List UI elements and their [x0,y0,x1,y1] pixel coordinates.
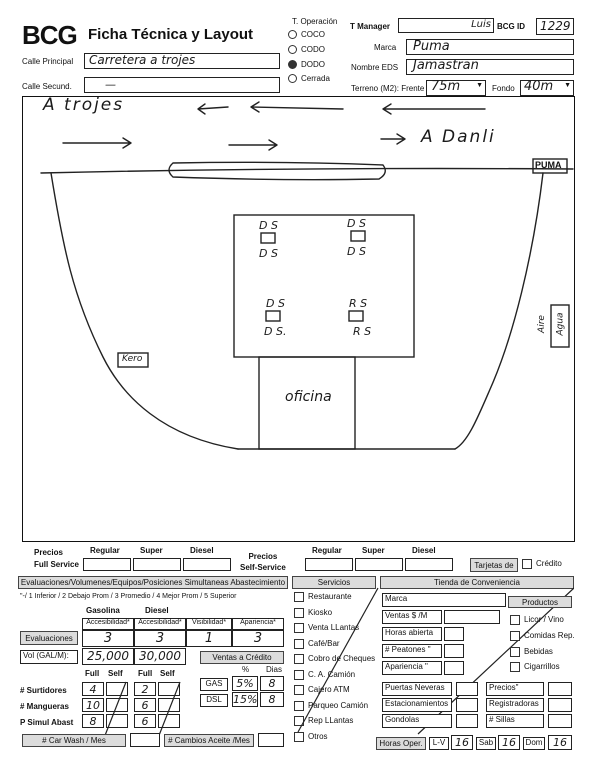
col-diesel-full: Diesel [190,546,214,555]
op-radio-cerrada[interactable] [288,74,330,83]
sillas-field[interactable] [548,714,572,728]
layout-sketch [23,97,576,543]
car-wash-label: # Car Wash / Mes [22,734,126,747]
registradoras-label: Registradoras [486,698,544,712]
full-service-label: Full Service [34,560,79,569]
col-regular-full: Regular [90,546,120,555]
cambios-aceite-label: # Cambios Aceite /Mes [164,734,254,747]
radio-icon [288,30,297,39]
page-title: Ficha Técnica y Layout [88,26,254,43]
precio-regular-self-field[interactable] [305,558,353,571]
servicio-label: Venta LLantas [308,623,360,633]
servicio-label: Café/Bar [308,638,340,648]
arrow-right-icon [381,134,405,144]
simul-full-dsl[interactable]: 6 [134,714,156,728]
oficina-label: oficina [285,389,332,405]
logo: BCG [22,20,77,50]
peatones-field[interactable] [444,644,464,658]
calle-secund-field[interactable] [84,77,280,93]
checkbox-icon [522,559,532,569]
surtidores-full-dsl[interactable]: 2 [134,682,156,696]
simul-full-gas[interactable]: 8 [82,714,104,728]
evaluaciones-label: Evaluaciones [20,631,78,645]
nombre-eds-label: Nombre EDS [351,63,399,72]
servicios-strike [292,586,382,736]
op-dodo-label: DODO [301,60,325,69]
dsl-label: DSL [200,694,228,707]
sab-label: Sab [476,737,496,750]
dsl-dias[interactable]: 8 [260,692,284,707]
vol-diesel[interactable]: 30,000 [134,648,186,665]
puertas-field[interactable] [456,682,478,696]
horas-abierta-label: Horas abierta [382,627,442,641]
bcg-id-label: BCG ID [497,22,525,31]
precio-diesel-self-field[interactable] [405,558,453,571]
col-diesel-self: Diesel [412,546,436,555]
frente-value: 75m [431,79,461,94]
eval-accesibilidad-gas[interactable]: 3 [82,630,134,647]
gondolas-label: Gondolas [382,714,452,728]
ventas-m-label: Ventas $ /M [382,610,442,624]
sillas-label: # Sillas [486,714,544,728]
surtidores-full-gas[interactable]: 4 [82,682,104,696]
pump-label: D S [259,219,278,232]
apariencia-field[interactable] [444,661,464,675]
kero-label: Kero [122,354,143,364]
nombre-eds-value: Jamastran [413,58,479,73]
marca-value: Puma [413,39,450,54]
gas-label: GAS [200,678,228,691]
eval-apariencia[interactable]: 3 [232,630,284,647]
precios-label: Precios [34,548,63,557]
checkbox-icon [510,662,520,672]
precio-diesel-full-field[interactable] [183,558,231,571]
col-super-self: Super [362,546,385,555]
precio-super-full-field[interactable] [133,558,181,571]
registradoras-field[interactable] [548,698,572,712]
cigarrillos-label: Cigarrillos [524,662,560,672]
layout-canvas [22,96,575,542]
eval-scale: "-/ 1 Inferior / 2 Debajo Prom / 3 Promedio / 4 Mejor Prom / 5 Superior [20,593,237,600]
precio-super-self-field[interactable] [355,558,403,571]
mangueras-full-gas[interactable]: 10 [82,698,104,712]
simul-abast-label: P Simul Abast [20,718,74,727]
servicio-label: Parqueo Camión [308,700,369,710]
road-left-label: A trojes [43,95,125,115]
dsl-pct[interactable]: 15% [233,693,258,706]
bebidas-label: Bebidas [524,647,553,657]
tarjetas-button[interactable]: Tarjetas de [470,558,518,572]
servicio-label: Rep LLantas [308,716,354,726]
full-label: Full [85,669,100,678]
radio-checked-icon [288,60,297,69]
marca-label: Marca [374,43,397,52]
checkbox-icon [510,647,520,657]
checkbox-icon [510,615,520,625]
op-radio-coco[interactable] [288,30,325,39]
licor-checkbox[interactable] [510,615,564,625]
precios-self-label [240,551,286,573]
lv-label: L-V [429,737,449,750]
surtidores-label: # Surtidores [20,686,67,695]
fondo-field[interactable] [520,80,574,96]
gondolas-field[interactable] [456,714,478,728]
radio-icon [288,45,297,54]
eval-visibilidad[interactable]: 1 [186,630,232,647]
cigarrillos-checkbox[interactable] [510,662,560,672]
bcg-id-field[interactable] [536,18,574,35]
car-wash-field[interactable] [130,733,160,747]
t-manager-field[interactable] [398,18,494,33]
precios-tienda-label: Precios" [486,682,544,696]
credito-label: Crédito [536,559,562,569]
pump-label: D S [259,247,278,260]
bebidas-checkbox[interactable] [510,647,553,657]
t-operacion-label: T. Operación [292,17,338,26]
radio-icon [288,74,297,83]
dropdown-arrow-icon: ▼ [564,82,571,89]
servicio-label: Otros [308,731,328,741]
estacionamientos-label: Estacionamientos [382,698,452,712]
calle-principal-value: Carretera a trojes [89,53,196,67]
fondo-value: 40m [524,79,554,94]
pump-label: D S. [264,325,287,338]
diesel-label: Diesel [145,606,169,615]
productos-label: Productos [508,596,572,608]
t-manager-label: T Manager [350,22,391,31]
precios-label: Precios [248,552,278,561]
precios-full-label [34,547,79,571]
arrow-right-icon [63,138,131,148]
pct-label: % [242,665,250,674]
op-cerrada-label: Cerrada [301,74,330,83]
op-coco-label: COCO [301,30,325,39]
servicio-label: Cajero ATM [308,685,350,695]
tienda-marca-label: Marca [382,593,506,607]
calle-secund-label: Calle Secund. [22,82,72,91]
comidas-checkbox[interactable] [510,631,575,641]
pump-label: R S [353,325,372,338]
arrow-left-icon [251,102,343,112]
pump-label: D S [347,217,366,230]
dropdown-arrow-icon: ▼ [476,82,483,89]
horas-abierta-field[interactable] [444,627,464,641]
dom-label: Dom [523,737,545,750]
col-visibilidad: Visibilidad* [186,618,232,630]
col-regular-self: Regular [312,546,342,555]
road-right-label: A Danli [421,127,496,147]
pump-label: D S [266,297,285,310]
op-radio-dodo[interactable] [288,60,325,69]
calle-principal-label: Calle Principal [22,57,74,66]
op-radio-codo[interactable] [288,45,325,54]
terreno-label: Terreno (M2): Frente [351,84,425,93]
col-accesibilidad-gas: Accesibilidad* [82,618,134,630]
calle-principal-field[interactable] [84,53,280,69]
agua-label: Agua [555,312,566,336]
ventas-credito-label: Ventas a Crédito [200,651,284,664]
mangueras-full-dsl[interactable]: 6 [134,698,156,712]
frente-field[interactable] [426,80,486,96]
checkbox-icon [510,631,520,641]
dias-label: Dias [266,665,283,674]
peatones-label: # Peatones " [382,644,442,658]
servicio-label: Restaurante [308,592,352,602]
puma-label: PUMA [535,160,562,170]
marca-field[interactable] [406,39,574,55]
nombre-eds-field[interactable] [406,59,574,75]
gas-pct[interactable]: 5% [232,676,258,691]
servicio-label: Cobro de Cheques [308,654,376,664]
arrow-left-icon [383,104,485,114]
op-codo-label: CODO [301,45,325,54]
gas-dias[interactable]: 8 [260,676,284,691]
mangueras-label: # Mangueras [20,702,69,711]
bcg-id-value: 1229 [540,19,571,33]
col-apariencia: Apariencia* [232,618,284,630]
servicio-label: Kiosko [308,607,333,617]
pump-label: D S [347,245,366,258]
ventas-m-field[interactable] [444,610,500,624]
puertas-label: Puertas Neveras [382,682,452,696]
precio-regular-full-field[interactable] [83,558,131,571]
licor-label: Licor / Vino [524,615,564,625]
self-label: Self [108,669,123,678]
vol-label: Vol (GAL/M): [20,650,78,664]
horas-oper-label: Horas Oper. [376,737,426,750]
servicio-label: C. A. Camión [308,669,356,679]
apariencia-label: Apariencia " [382,661,442,675]
tienda-header: Tienda de Conveniencia [380,576,574,589]
col-super-full: Super [140,546,163,555]
eval-accesibilidad-dsl[interactable]: 3 [134,630,186,647]
self-service-label: Self-Service [240,563,286,572]
arrow-right-icon [229,140,277,150]
aire-label: Aire [536,315,547,333]
cambios-aceite-field[interactable] [258,733,284,747]
estacionamientos-field[interactable] [456,698,478,712]
fondo-label: Fondo [492,84,515,93]
credito-checkbox[interactable] [522,559,562,569]
pump-label: R S [349,297,368,310]
t-manager-value: Luis [471,19,491,30]
vol-gas[interactable]: 25,000 [82,648,134,665]
sab-value[interactable]: 16 [498,735,520,750]
calle-secund-value: — [105,78,116,91]
full-label: Full [138,669,153,678]
gasolina-label: Gasolina [86,606,120,615]
comidas-label: Comidas Rep. [524,631,575,641]
col-accesibilidad-dsl: Accesibilidad* [134,618,186,630]
self-label: Self [160,669,175,678]
servicios-header: Servicios [292,576,376,589]
arrow-left-icon [198,104,228,114]
precios-tienda-field[interactable] [548,682,572,696]
dom-value[interactable]: 16 [548,735,572,750]
lv-value[interactable]: 16 [451,735,473,750]
evaluaciones-header: Evaluaciones/Volumenes/Equipos/Posiciones Simultaneas Abastecimiento [18,576,288,589]
